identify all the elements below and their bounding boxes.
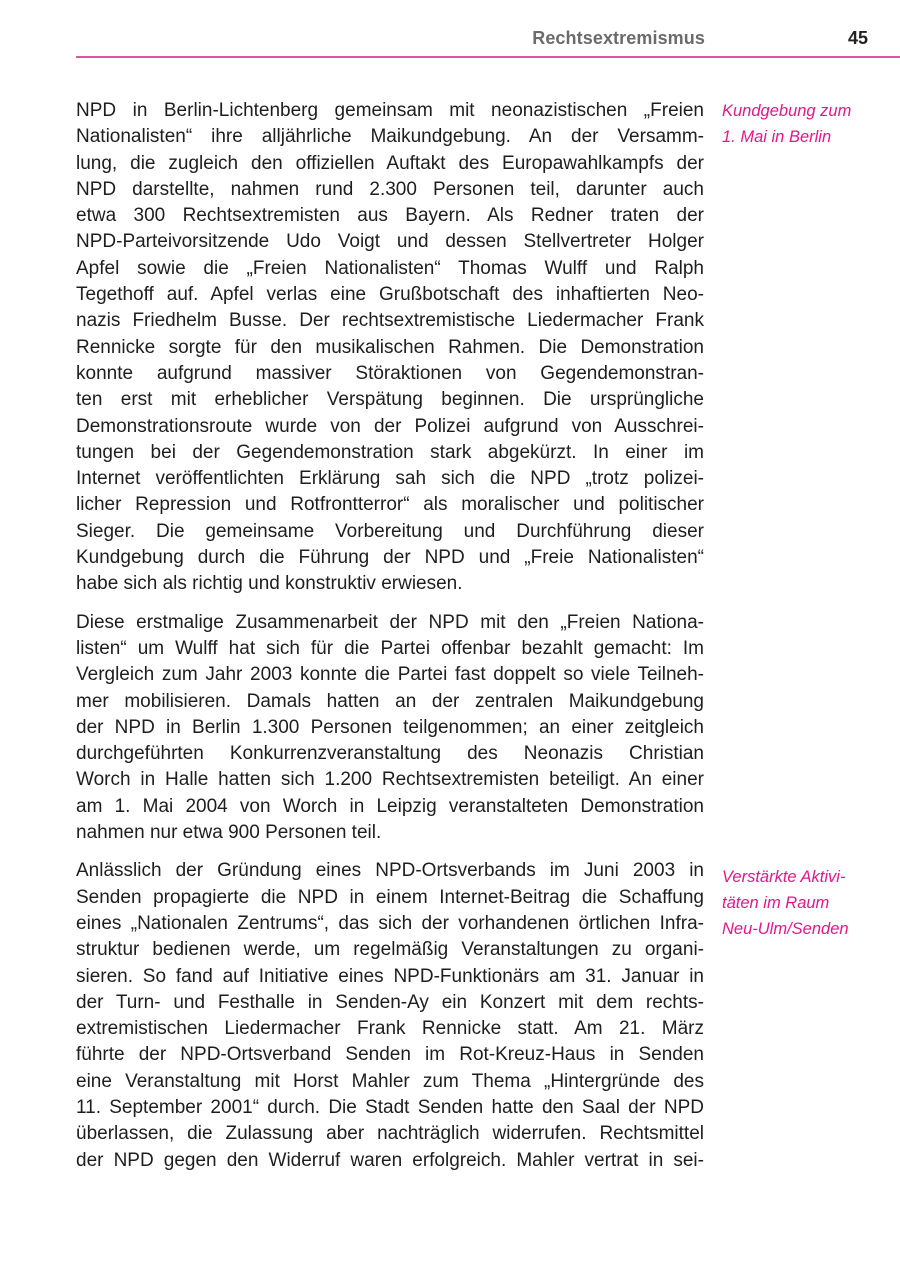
running-title: Rechtsextremismus [532,28,705,48]
text-line: NPD-Parteivorsitzende Udo Voigt und dessen Stellvertreter Holger [76,231,704,253]
margin-note-kundgebung [722,98,882,150]
text-line: sieren. So fand auf Initiative eines NPD-Funktionärs am 31. Januar in [76,965,704,987]
text-line: tungen bei der Gegendemonstration stark abgekürzt. In einer im [76,441,704,463]
margin-note-line: Neu-Ulm/Senden [722,920,849,938]
margin-note-line: Verstärkte Aktivi- [722,868,846,886]
text-line: etwa 300 Rechtsextremisten aus Bayern. Als Redner traten der [76,205,704,227]
text-line: Demonstrationsroute wurde von der Polizei aufgrund von Ausschrei- [76,415,704,437]
text-line: durchgeführten Konkurrenzveranstaltung des Neonazis Christian [76,743,704,765]
text-line: habe sich als richtig und konstruktiv erwiesen. [76,573,463,595]
text-line: NPD darstellte, nahmen rund 2.300 Personen teil, darunter auch [76,178,704,200]
page-number: 45 [847,28,868,48]
text-line: der NPD gegen den Widerruf waren erfolgreich. Mahler vertrat in sei- [76,1149,704,1171]
text-line: Diese erstmalige Zusammenarbeit der NPD mit den „Freien Nationa- [76,611,704,633]
margin-note-line: Kundgebung zum [722,102,852,120]
text-line: Sieger. Die gemeinsame Vorbereitung und Durchführung dieser [76,520,704,542]
text-line: überlassen, die Zulassung aber nachträglich widerrufen. Rechtsmittel [76,1123,704,1145]
running-header [0,0,900,60]
text-line: Tegethoff auf. Apfel verlas eine Grußbotschaft des inhaftierten Neo- [76,284,704,306]
text-line: Apfel sowie die „Freien Nationalisten“ Thomas Wulff und Ralph [76,257,704,279]
paragraph [76,610,704,847]
text-line: am 1. Mai 2004 von Worch in Leipzig veranstalteten Demonstration [76,795,704,817]
text-line: der Turn- und Festhalle in Senden-Ay ein Konzert mit dem rechts- [76,991,704,1013]
paragraph [76,858,704,1174]
text-line: listen“ um Wulff hat sich für die Partei offenbar bezahlt gemacht: Im [76,637,704,659]
text-line: eines „Nationalen Zentrums“, das sich der vorhandenen örtlichen Infra- [76,912,704,934]
text-line: nazis Friedhelm Busse. Der rechtsextremistische Liedermacher Frank [76,310,704,332]
text-line: Nationalisten“ ihre alljährliche Maikundgebung. An der Versamm- [76,126,704,148]
body-text [76,98,704,1186]
text-line: Internet veröffentlichten Erklärung sah sich die NPD „trotz polizei- [76,468,704,490]
text-line: führte der NPD-Ortsverband Senden im Rot-Kreuz-Haus in Senden [76,1044,704,1066]
text-line: nahmen nur etwa 900 Personen teil. [76,822,382,844]
text-line: ten erst mit erheblicher Verspätung beginnen. Die ursprüngliche [76,389,704,411]
text-line: Kundgebung durch die Führung der NPD und „Freie Nationalisten“ [76,547,704,569]
text-line: Rennicke sorgte für den musikalischen Rahmen. Die Demonstration [76,336,704,358]
text-line: Vergleich zum Jahr 2003 konnte die Partei fast doppelt so viele Teilneh- [76,664,704,686]
text-line: struktur bedienen werde, um regelmäßig Veranstaltungen zu organi- [76,939,704,961]
header-rule [76,56,900,58]
margin-note-line: 1. Mai in Berlin [722,128,832,146]
text-line: Anlässlich der Gründung eines NPD-Ortsverbands im Juni 2003 in [76,860,704,882]
text-line: lung, die zugleich den offiziellen Auftakt des Europawahlkampfs der [76,152,704,174]
text-line: Senden propagierte die NPD in einem Internet-Beitrag die Schaffung [76,886,704,908]
text-line: der NPD in Berlin 1.300 Personen teilgenommen; an einer zeitgleich [76,716,704,738]
text-line: eine Veranstaltung mit Horst Mahler zum Thema „Hintergründe des [76,1070,704,1092]
paragraph [76,98,704,598]
text-line: mer mobilisieren. Damals hatten an der zentralen Maikundgebung [76,690,704,712]
text-line: konnte aufgrund massiver Störaktionen von Gegendemonstran- [76,362,704,384]
text-line: licher Repression und Rotfrontterror“ als moralischer und politischer [76,494,704,516]
margin-note-neu-ulm-senden [722,864,882,942]
text-line: Worch in Halle hatten sich 1.200 Rechtsextremisten beteiligt. An einer [76,769,704,791]
margin-note-line: täten im Raum [722,894,830,912]
text-line: NPD in Berlin-Lichtenberg gemeinsam mit neonazistischen „Freien [76,100,704,121]
text-line: 11. September 2001“ durch. Die Stadt Senden hatte den Saal der NPD [76,1096,704,1118]
text-line: extremistischen Liedermacher Frank Rennicke statt. Am 21. März [76,1018,704,1040]
